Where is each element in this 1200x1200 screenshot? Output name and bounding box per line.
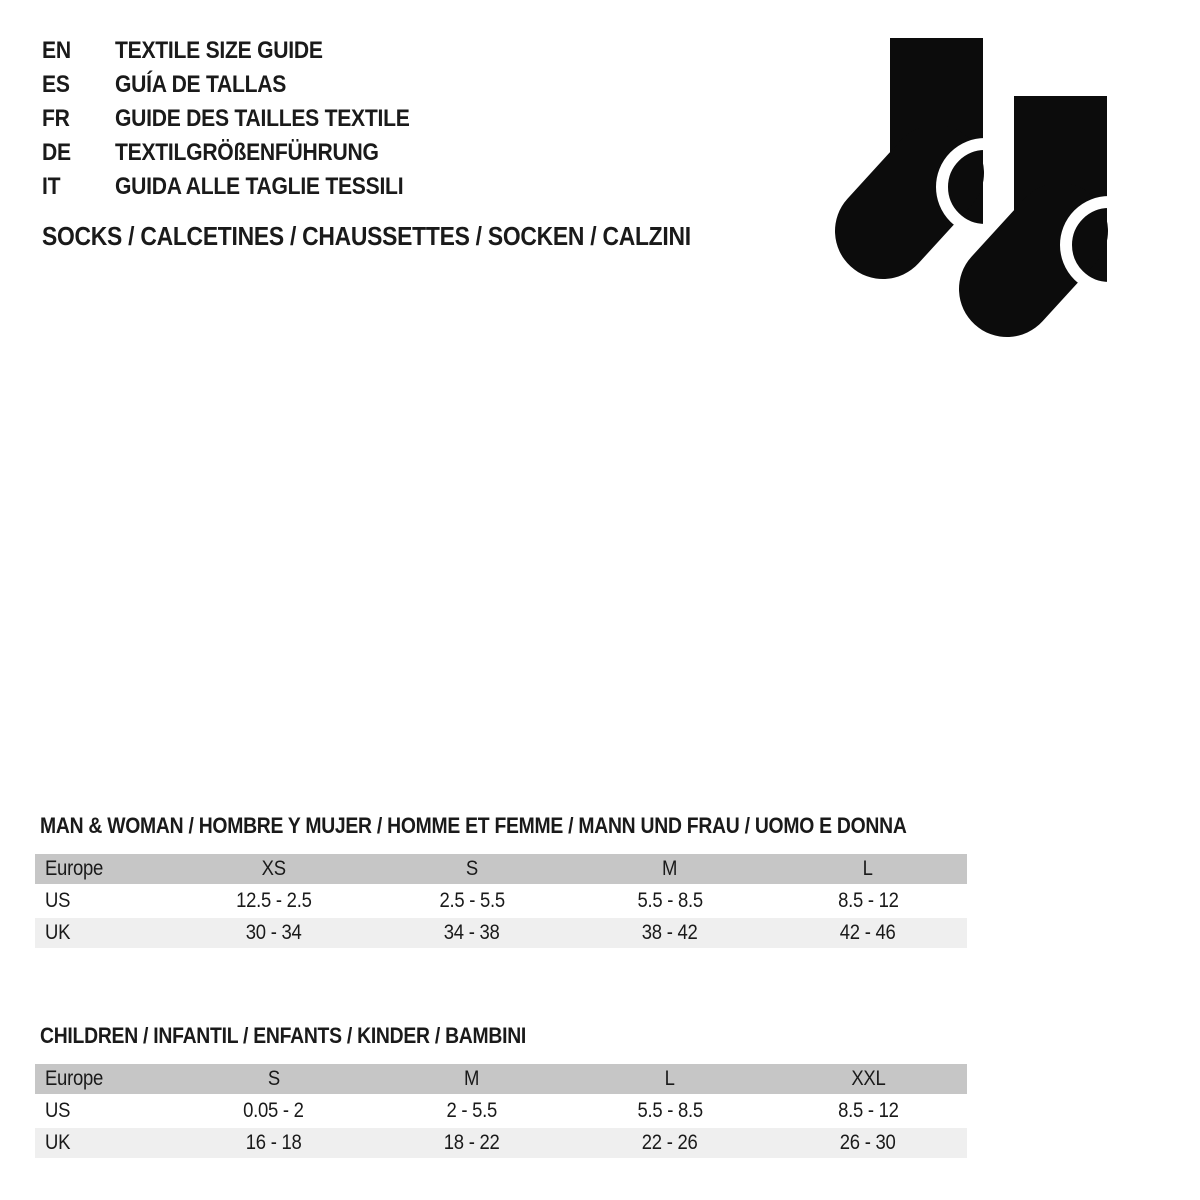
sock-front <box>1007 96 1120 289</box>
size-value: 42 - 46 <box>840 921 896 944</box>
language-code: IT <box>42 173 61 200</box>
language-row-it <box>42 170 450 204</box>
size-value: 18 - 22 <box>444 1131 500 1154</box>
size-value: 38 - 42 <box>642 921 698 944</box>
table-row-uk <box>35 1128 967 1158</box>
size-value: 16 - 18 <box>245 1131 302 1154</box>
size-value: 34 - 38 <box>444 921 500 944</box>
sock-back <box>883 38 1028 231</box>
language-code: DE <box>42 139 71 166</box>
size-value: 5.5 - 8.5 <box>637 1099 703 1122</box>
size-table-man-woman <box>35 852 967 950</box>
table-row-us <box>35 1096 967 1126</box>
table-title-man-woman: MAN & WOMAN / HOMBRE Y MUJER / HOMME ET FEMME / MANN UND FRAU / UOMO E DONNA <box>40 813 907 838</box>
size-section-children <box>35 1024 967 1160</box>
size-value: 8.5 - 12 <box>837 1099 899 1122</box>
size-value: 5.5 - 8.5 <box>637 889 703 912</box>
size-value: 2.5 - 5.5 <box>439 889 505 912</box>
column-header-region: Europe <box>45 857 104 880</box>
size-value: 30 - 34 <box>245 921 302 944</box>
table-row-uk <box>35 918 967 948</box>
size-value: 8.5 - 12 <box>837 889 899 912</box>
column-header-size: L <box>664 1067 675 1090</box>
language-title: GUIDE DES TAILLES TEXTILE <box>115 105 410 132</box>
row-label: UK <box>45 921 71 944</box>
row-label: US <box>45 1099 71 1122</box>
column-header-size: M <box>662 857 678 880</box>
table-row-us <box>35 886 967 916</box>
language-row-de <box>42 136 450 170</box>
language-title: TEXTILGRÖßENFÜHRUNG <box>115 139 379 166</box>
size-value: 0.05 - 2 <box>243 1099 305 1122</box>
product-category-line: SOCKS / CALCETINES / CHAUSSETTES / SOCKEN / CALZINI <box>42 221 691 251</box>
size-value: 26 - 30 <box>840 1131 896 1154</box>
column-header-size: S <box>465 857 478 880</box>
size-value: 12.5 - 2.5 <box>236 889 312 912</box>
column-header-size: S <box>267 1067 280 1090</box>
language-row-fr <box>42 102 450 136</box>
socks-icon <box>810 25 1120 345</box>
language-code: FR <box>42 105 70 132</box>
column-header-size: XXL <box>850 1067 886 1090</box>
table-header-row <box>35 854 967 884</box>
size-table-children <box>35 1062 967 1160</box>
language-list <box>42 34 450 204</box>
size-value: 2 - 5.5 <box>446 1099 498 1122</box>
table-header-row <box>35 1064 967 1094</box>
language-code: ES <box>42 71 70 98</box>
language-title: GUIDA ALLE TAGLIE TESSILI <box>115 173 404 200</box>
row-label: US <box>45 889 71 912</box>
column-header-size: L <box>862 857 873 880</box>
language-title: TEXTILE SIZE GUIDE <box>115 37 323 64</box>
column-header-size: M <box>464 1067 480 1090</box>
table-title-children: CHILDREN / INFANTIL / ENFANTS / KINDER / BAMBINI <box>40 1023 527 1048</box>
language-row-en <box>42 34 450 68</box>
language-code: EN <box>42 37 71 64</box>
size-value: 22 - 26 <box>642 1131 698 1154</box>
language-row-es <box>42 68 450 102</box>
column-header-size: XS <box>261 857 286 880</box>
size-section-man-woman <box>35 814 967 950</box>
column-header-region: Europe <box>45 1067 104 1090</box>
row-label: UK <box>45 1131 71 1154</box>
language-title: GUÍA DE TALLAS <box>115 71 287 98</box>
